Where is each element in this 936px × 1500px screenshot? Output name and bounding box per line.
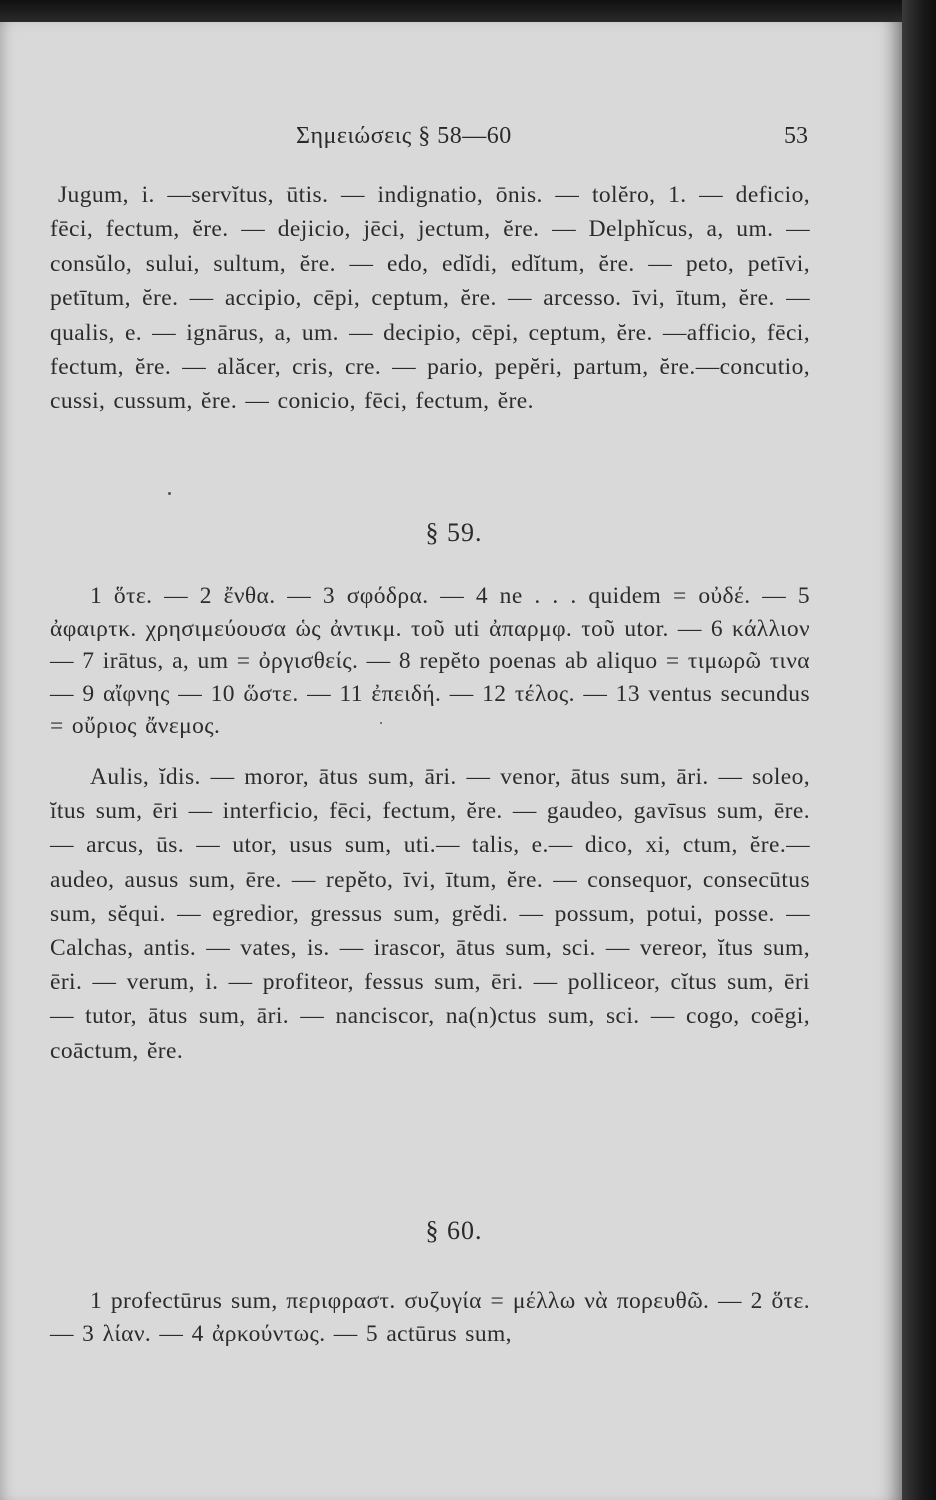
page-number: 53 bbox=[784, 123, 808, 149]
section-60-heading: § 60. bbox=[425, 1216, 483, 1245]
paper-speck bbox=[168, 492, 171, 495]
scan-right-edge bbox=[902, 0, 936, 1500]
scan-top-edge bbox=[0, 0, 902, 22]
section-59-notes: 1 ὅτε. — 2 ἔνθα. — 3 σφόδρα. — 4 ne . . . quidem = οὐδέ. — 5 ἀφαιρτκ. χρησιμεύουσα ὡς ἀντικμ. τοῦ uti ἀπαρμφ. τοῦ utor. — 6 κάλλιον — 7 irātus, a, um = ὀργισθείς. — 8 repĕto poenas ab aliquo = τιμωρῶ τινα — 9 αἴφνης — 10 ὥστε. — 11 ἐπειδή. — 12 τέλος. — 13 ventus secundus = οὔριος ἄνεμος. bbox=[50, 583, 810, 739]
running-head: Σημειώσεις § 58—60 bbox=[296, 123, 512, 149]
section-58-vocabulary: Jugum, i. —servĭtus, ūtis. — indignatio, ōnis. — tolĕro, 1. — deficio, fēci, fectum, ĕre. — dejicio, jēci, jectum, ĕre. — Delphĭcus, a, um. — consŭlo, sului, sultum, ĕre. — edo, edĭdi, edĭtum, ĕre. — peto, petīvi, petītum, ĕre. — accipio, cēpi, ceptum, ĕre. — arcesso. īvi, ītum, ĕre. — qualis, e. — ignārus, a, um. — decipio, cēpi, ceptum, ĕre. —afficio, fēci, fectum, ĕre. — alăcer, cris, cre. — pario, pepĕri, partum, ĕre.—concutio, cussi, cussum, ĕre. — conicio, fēci, fectum, ĕre. bbox=[50, 182, 810, 415]
page-header bbox=[50, 123, 808, 159]
section-60-notes: 1 profectūrus sum, περιφραστ. συζυγία = μέλλω νὰ πορευθῶ. — 2 ὅτε. — 3 λίαν. — 4 ἀρκούντως. — 5 actūrus sum, bbox=[50, 1288, 810, 1347]
section-59-vocabulary: Aulis, ĭdis. — moror, ātus sum, āri. — venor, ātus sum, āri. — soleo, ĭtus sum, ēri — interficio, fēci, fectum, ĕre. — gaudeo, gavīsus sum, ēre. — arcus, ūs. — utor, usus sum, uti.— talis, e.— dico, xi, ctum, ĕre.— audeo, ausus sum, ēre. — repĕto, īvi, ītum, ĕre. — consequor, consecūtus sum, sĕqui. — egredior, gressus sum, grĕdi. — possum, potui, posse. —Calchas, antis. — vates, is. — irascor, ātus sum, sci. — vereor, ĭtus sum, ēri. — verum, i. — profiteor, fessus sum, ēri. — polliceor, cĭtus sum, ēri — tutor, ātus sum, āri. — nanciscor, na(n)ctus sum, sci. — cogo, coēgi, coāctum, ĕre. bbox=[50, 764, 810, 1064]
section-59-heading: § 59. bbox=[425, 518, 483, 547]
